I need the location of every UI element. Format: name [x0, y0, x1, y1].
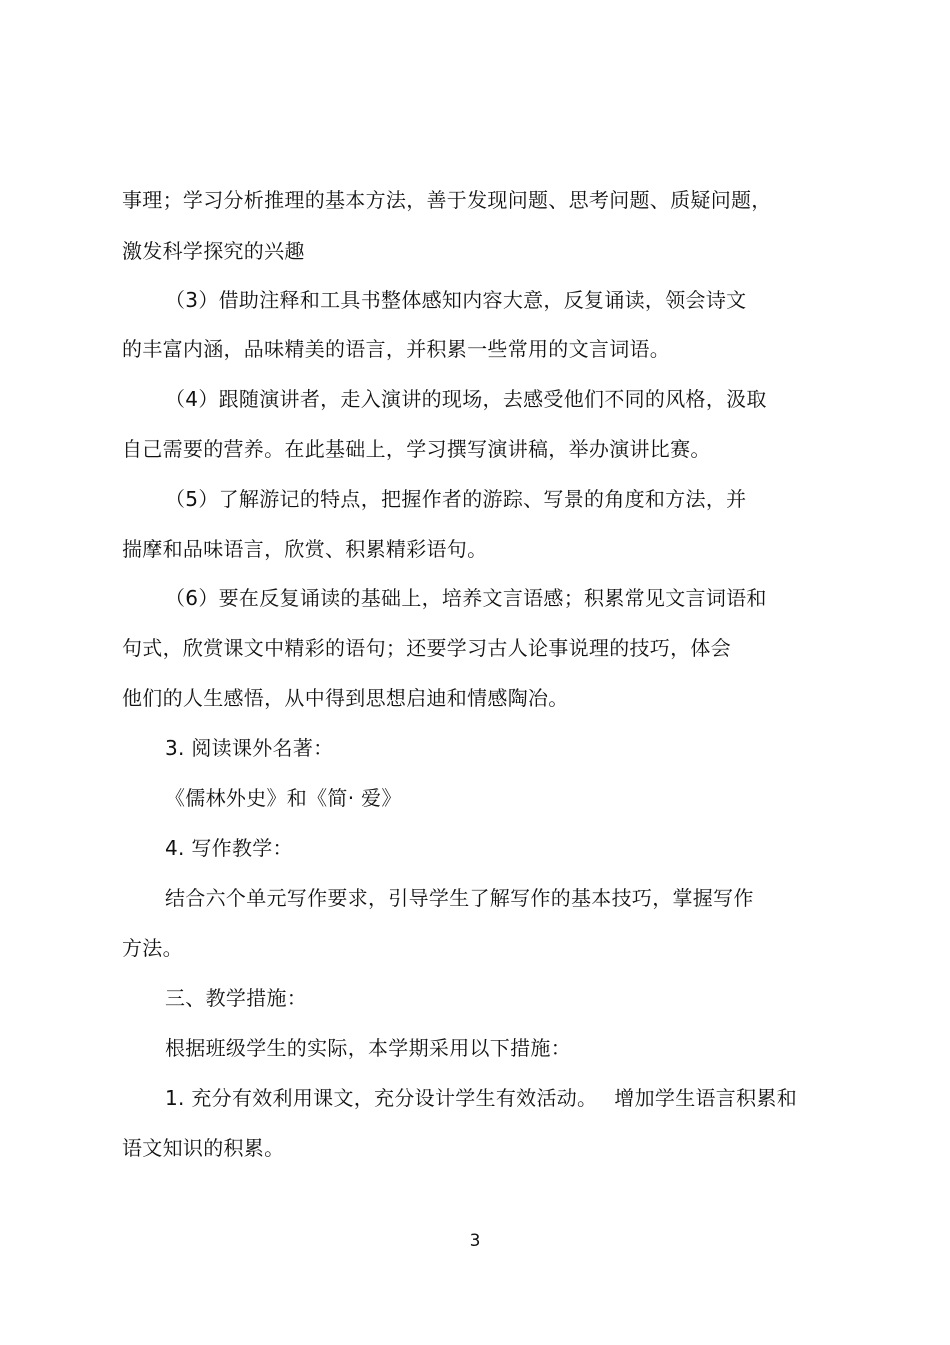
text-line: 1. 充分有效利用课文，充分设计学生有效活动。 增加学生语言积累和	[165, 1086, 797, 1110]
text-line: （3）借助注释和工具书整体感知内容大意，反复诵读，领会诗文	[165, 288, 747, 312]
text-line: 根据班级学生的实际，本学期采用以下措施：	[165, 1036, 571, 1060]
text-line: 结合六个单元写作要求，引导学生了解写作的基本技巧，掌握写作	[165, 886, 754, 910]
text-line: （4）跟随演讲者，走入演讲的现场，去感受他们不同的风格，汲取	[165, 387, 767, 411]
text-line: 方法。	[122, 936, 183, 960]
section-heading: 三、教学措施：	[165, 986, 308, 1010]
text-line: 他们的人生感悟，从中得到思想启迪和情感陶冶。	[122, 686, 569, 710]
text-line: （6）要在反复诵读的基础上，培养文言语感；积累常见文言词语和	[165, 586, 767, 610]
text-line: 句式，欣赏课文中精彩的语句；还要学习古人论事说理的技巧，体会	[122, 636, 731, 660]
text-line: 自己需要的营养。在此基础上，学习撰写演讲稿，举办演讲比赛。	[122, 437, 711, 461]
text-line: 语文知识的积累。	[122, 1136, 285, 1160]
text-line: 的丰富内涵，品味精美的语言，并积累一些常用的文言词语。	[122, 337, 671, 361]
text-line: （5）了解游记的特点，把握作者的游踪、写景的角度和方法，并	[165, 487, 747, 511]
text-line: 揣摩和品味语言，欣赏、积累精彩语句。	[122, 537, 488, 561]
text-line: 激发科学探究的兴趣	[122, 239, 305, 263]
text-line: 事理；学习分析推理的基本方法，善于发现问题、思考问题、质疑问题，	[122, 188, 772, 212]
section-heading: 3. 阅读课外名著：	[165, 736, 334, 760]
section-heading: 4. 写作教学：	[165, 836, 293, 860]
page-number: 3	[469, 1231, 481, 1251]
text-line: 《儒林外史》和《简· 爱》	[165, 786, 402, 810]
